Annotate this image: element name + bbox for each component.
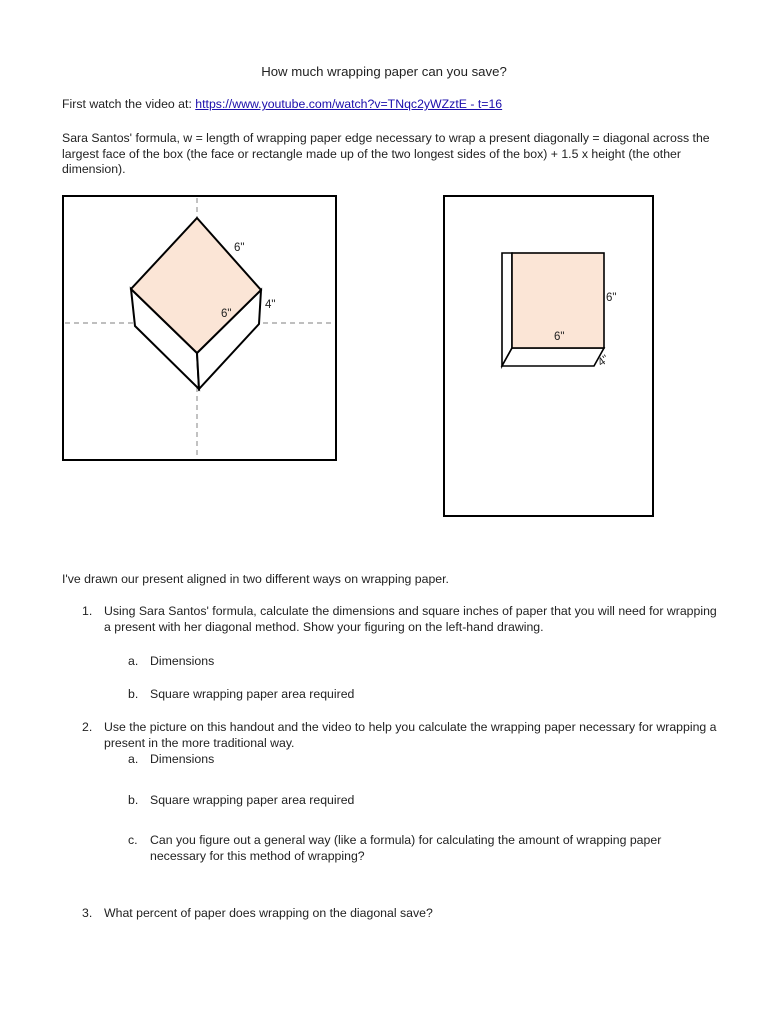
- q2-sub-a-text: Dimensions: [150, 752, 215, 766]
- box-side-face: [502, 253, 512, 366]
- question-3-number: 3.: [82, 906, 93, 920]
- q2-sub-b-letter: b.: [128, 793, 139, 807]
- label-depth: 4": [595, 353, 612, 370]
- video-link[interactable]: https://www.youtube.com/watch?v=TNqc2yWZztE - t=16: [195, 97, 503, 111]
- question-2-text: Use the picture on this handout and the video to help you calculate the wrapping paper necessary for wrapping a present in the more traditional way.: [104, 720, 717, 750]
- label-inner-edge: 6": [221, 308, 232, 320]
- label-height: 4": [265, 299, 276, 311]
- q2-sub-b-text: Square wrapping paper area required: [150, 793, 355, 807]
- label-bottom: 6": [554, 331, 565, 343]
- q1-sub-a-letter: a.: [128, 654, 139, 668]
- video-instruction: [62, 97, 502, 111]
- q2-sub-c-text: Can you figure out a general way (like a formula) for calculating the amount of wrapping paper necessary for this method of wrapping?: [150, 833, 662, 863]
- box-bottom-face: [502, 348, 604, 366]
- label-side: 6": [606, 292, 617, 304]
- q1-sub-b-letter: b.: [128, 687, 139, 701]
- question-1-text: Using Sara Santos' formula, calculate the dimensions and square inches of paper that you will need for wrapping a present with her diagonal method. Show your figuring on the left-hand drawing.: [104, 604, 717, 634]
- label-top-edge: 6": [234, 242, 245, 254]
- formula-paragraph: Sara Santos' formula, w = length of wrapping paper edge necessary to wrap a present diagonally = diagonal across the largest face of the box (the face or rectangle made up of the two longest sides of the box) + 1.5 x height (the other dimension).: [62, 131, 710, 176]
- q2-sub-c-letter: c.: [128, 833, 138, 847]
- question-2-number: 2.: [82, 720, 93, 734]
- question-3-text: What percent of paper does wrapping on the diagonal save?: [104, 906, 433, 920]
- lead-text: I've drawn our present aligned in two different ways on wrapping paper.: [62, 572, 449, 586]
- diagonal-wrap-figure: [58, 190, 343, 468]
- question-1-number: 1.: [82, 604, 93, 618]
- page-title: How much wrapping paper can you save?: [261, 64, 507, 79]
- traditional-wrap-figure: [438, 190, 660, 524]
- q2-sub-a-letter: a.: [128, 752, 139, 766]
- q1-sub-b-text: Square wrapping paper area required: [150, 687, 355, 701]
- q1-sub-a-text: Dimensions: [150, 654, 215, 668]
- video-instruction-label: First watch the video at:: [62, 97, 196, 111]
